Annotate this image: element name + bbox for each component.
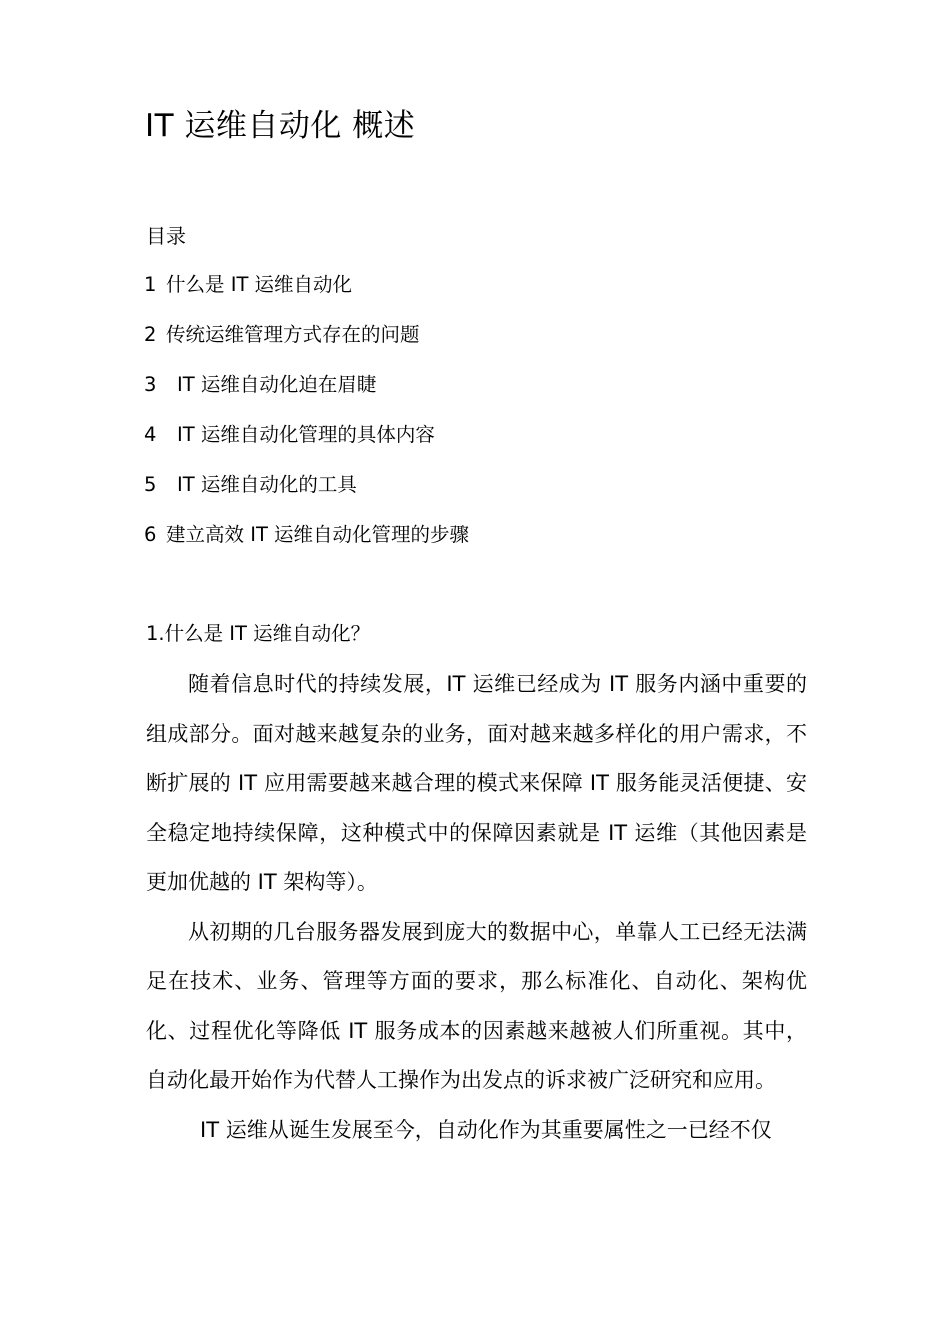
toc-item xyxy=(144,470,824,520)
body-paragraph: 从初期的几台服务器发展到庞大的数据中心，单靠人工已经无法满足在技术、业务、管理等方面的要求，那么标准化、自动化、架构优化、过程优化等降低 IT 服务成本的因素越来越被人们所重视。其中，自动化最开始作为代替人工操作为出发点的诉求被广泛研究和应用。 xyxy=(146,919,807,1092)
toc-item xyxy=(144,420,824,470)
document-title: IT 运维自动化 概述 xyxy=(145,108,416,144)
toc-item xyxy=(144,320,824,370)
toc-item-number: 6 xyxy=(144,523,157,546)
table-of-contents xyxy=(144,270,824,570)
toc-item xyxy=(144,370,824,420)
toc-item-text: IT 运维自动化管理的具体内容 xyxy=(177,423,435,446)
toc-item-text: 建立高效 IT 运维自动化管理的步骤 xyxy=(166,523,470,546)
section-body xyxy=(146,660,807,1151)
toc-item-number: 3 xyxy=(144,373,157,396)
toc-item-text: IT 运维自动化的工具 xyxy=(177,473,357,496)
body-paragraph: IT 运维从诞生发展至今，自动化作为其重要属性之一已经不仅 xyxy=(200,1117,772,1142)
toc-item-number: 1 xyxy=(144,273,157,296)
toc-item xyxy=(144,270,824,320)
toc-item-text: 什么是 IT 运维自动化 xyxy=(166,273,353,296)
toc-item-number: 2 xyxy=(144,323,157,346)
body-paragraph: 随着信息时代的持续发展，IT 运维已经成为 IT 服务内涵中重要的组成部分。面对越来越复杂的业务，面对越来越多样化的用户需求，不断扩展的 IT 应用需要越来越合理的模式来保障 IT 服务能灵活便捷、安全稳定地持续保障，这种模式中的保障因素就是 IT 运维（其他因素是更加优越的 IT 架构等）。 xyxy=(146,672,807,894)
toc-heading: 目录 xyxy=(146,224,186,248)
section-heading: 1.什么是 IT 运维自动化？ xyxy=(146,622,371,645)
toc-item-text: IT 运维自动化迫在眉睫 xyxy=(177,373,377,396)
toc-item-number: 4 xyxy=(144,423,157,446)
toc-item-text: 传统运维管理方式存在的问题 xyxy=(166,323,420,346)
toc-item-number: 5 xyxy=(144,473,157,496)
toc-item xyxy=(144,520,824,570)
